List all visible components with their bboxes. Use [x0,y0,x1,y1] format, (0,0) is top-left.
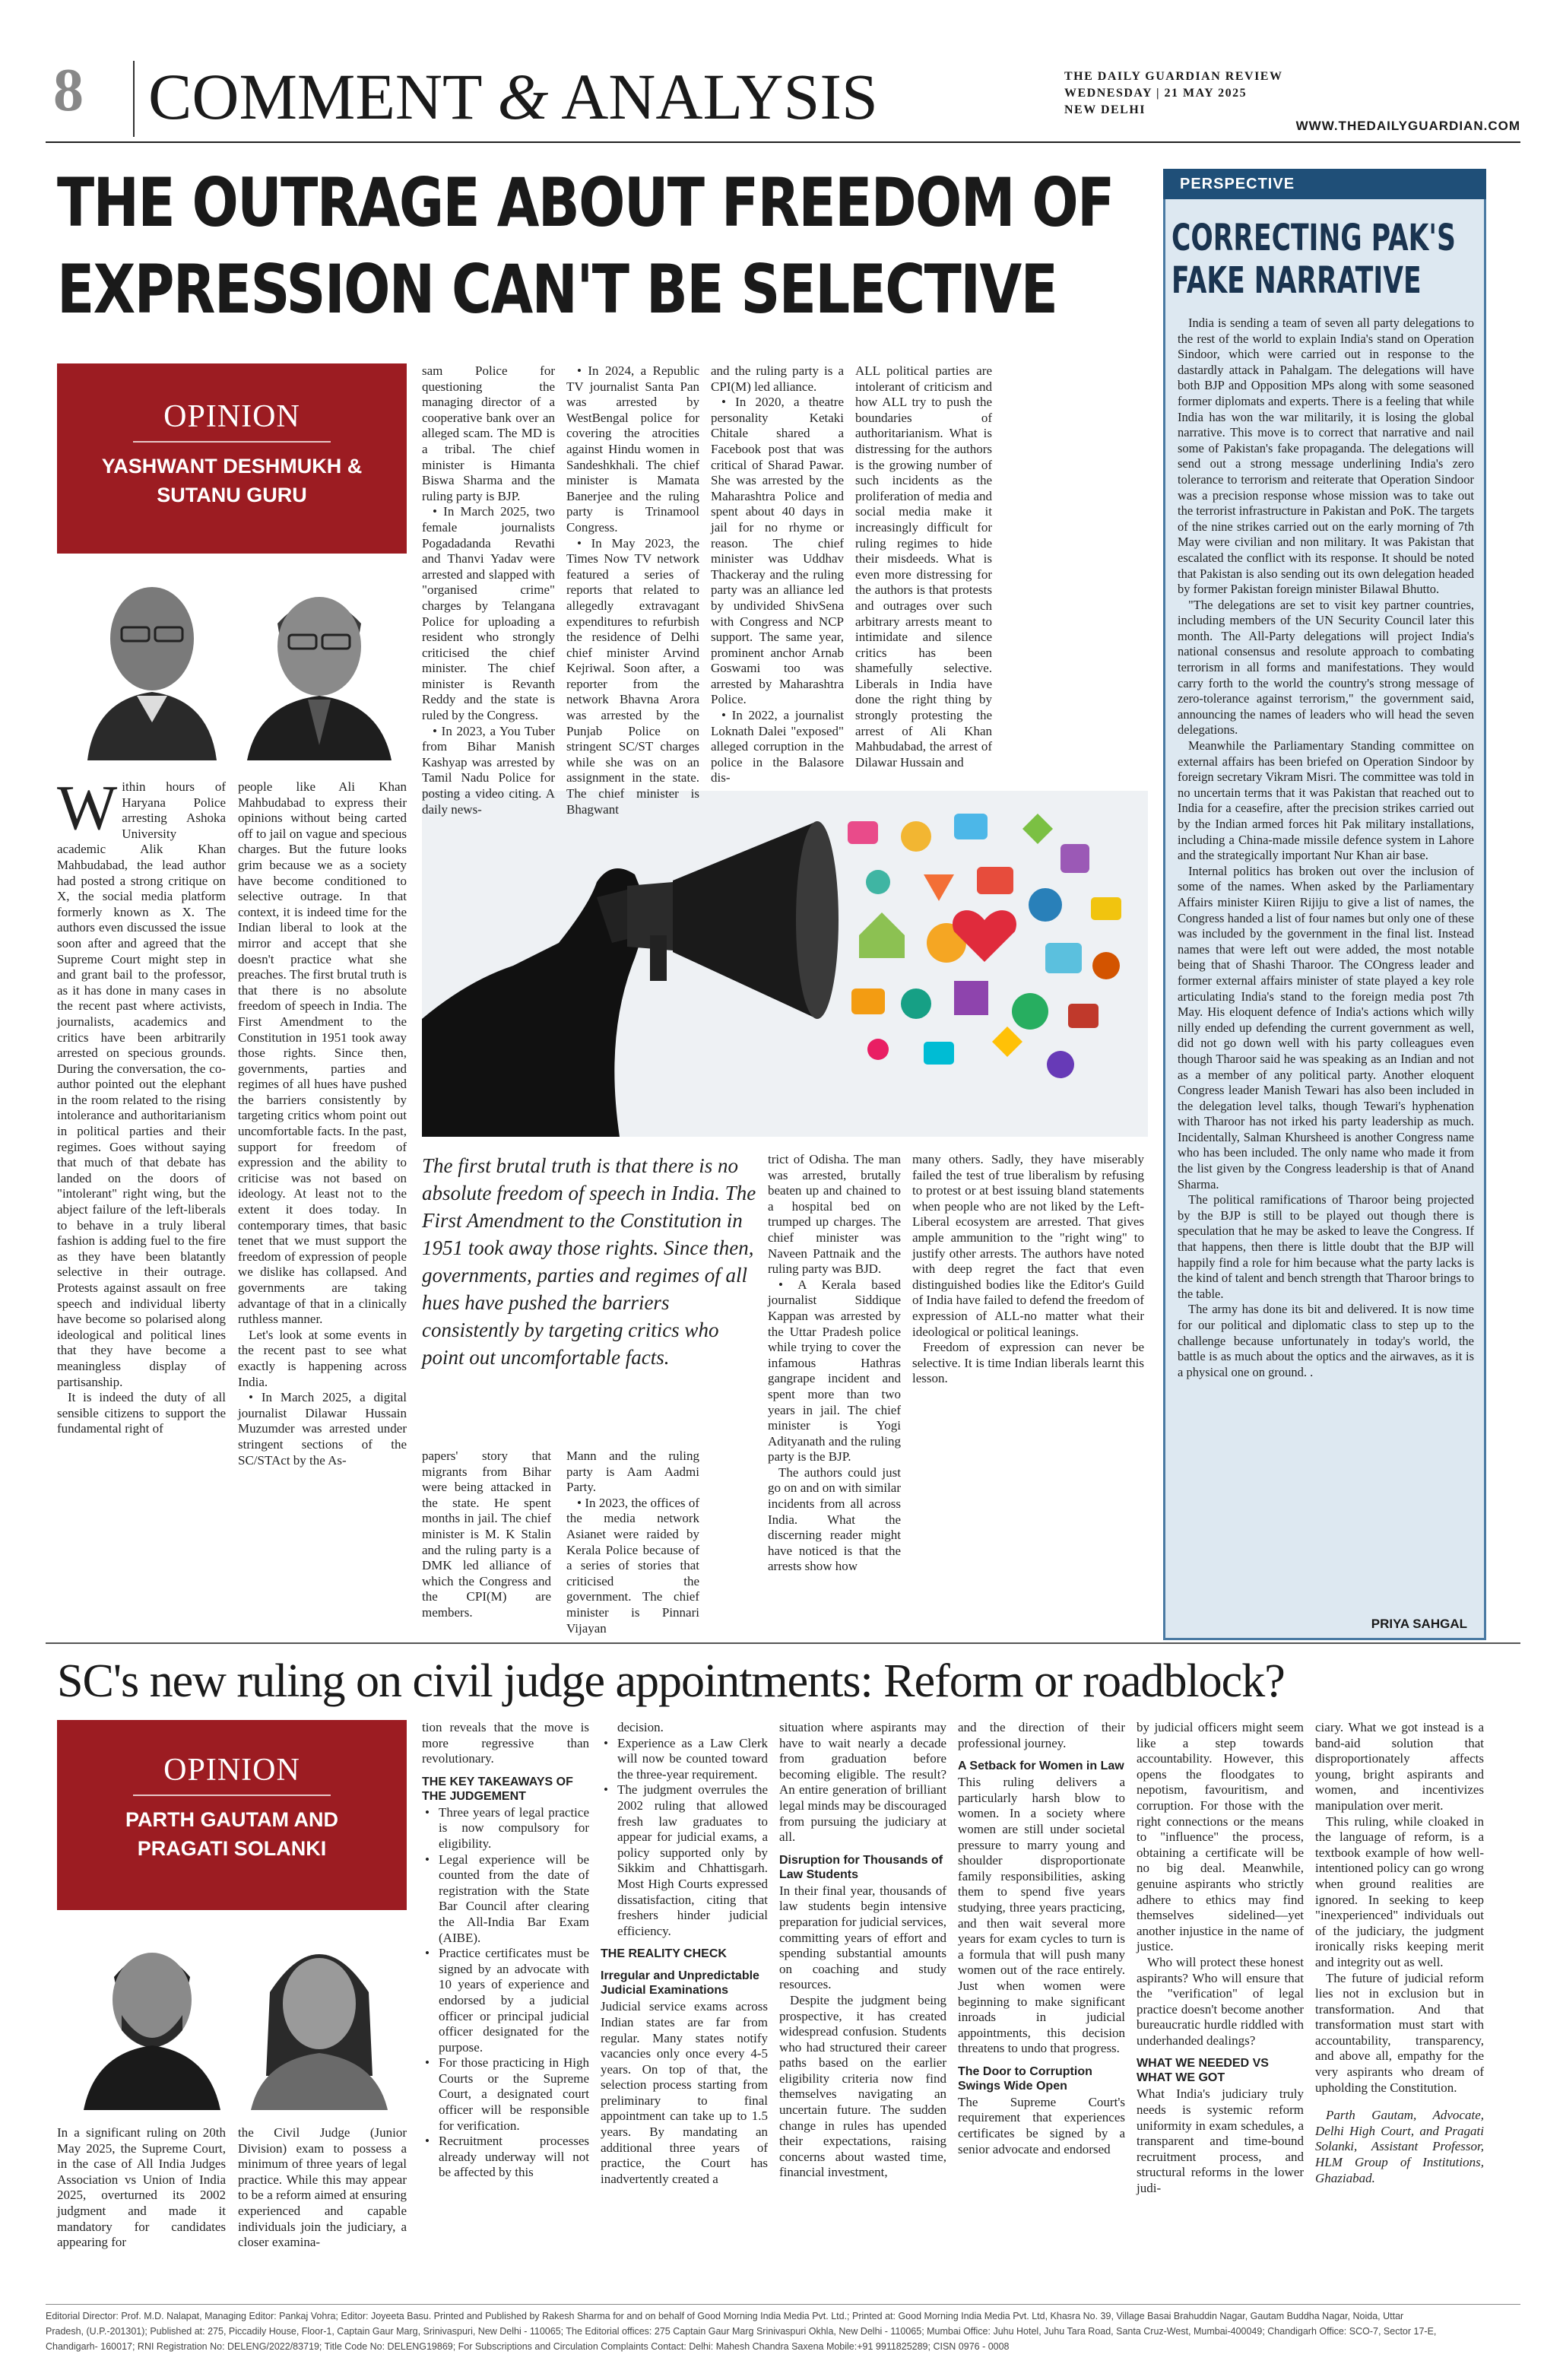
footer-line1: Editorial Director: Prof. M.D. Nalapat, Managing Editor: Pankaj Vohra; Editor: Joyeeta Basu. Printed and Published by Rakesh Sharma for and on behalf of Good Morning India Media Pvt. Ltd.; Printed at: Good Morning India Media Pvt. Ltd, Khasra No. 39, Village Basai Brahuddin Nagar, Gautam Buddha Nagar, Noida, Uttar [46,2311,1404,2321]
story2-col7 [1137,1720,1304,2290]
list-item: • For those practicing in High Courts or the Supreme Court, a designated court officer will be responsible for verification. [422,2055,589,2134]
website: WWW.THEDAILYGUARDIAN.COM [1295,119,1520,133]
story2-col8 [1315,1720,1484,2290]
story1-col5-p-end: The authors could just go on and on with similar incidents from all across India. What the discerning reader might have noticed is that the arrests show how [768,1464,901,1574]
story1-col6-top [855,363,992,778]
story1-col3-b1: • In March 2025, two female journalists Pogadadanda Revathi and Thanvi Yadav were arrested and slapped with "organised crime" charges by Telangana Police for uploading a resident who strongly criticised the chief minister. The chief minister is Revanth Reddy and the state is ruled by the Congress. [422,504,556,723]
opinion-box [57,363,407,554]
megaphone-illustration [422,791,1148,1137]
story1-col5-b2: • In 2022, a journalist Loknath Dalei "exposed" alleged corruption in the police in the Balasore dis- [711,708,844,785]
story1-col4-top [566,363,700,817]
story2-c3-list [422,1805,589,2181]
perspective-p3: Meanwhile the Parliamentary Standing committee on external affairs has been briefed on Operation Sindoor by foreign secretary Vikram Misri. The committee was told in no uncertain terms that it was Pakistan that reached out to India for a ceasefire, after the precision strikes carried out by the Indian armed forces hit Pak military installations, including a China-made missile defence system in Lahore and the strategically important Nur Khan air base. [1178,738,1474,863]
footer-line3: Chandigarh- 160017; RNI Registration No: DELENG/2022/83719; Title Code No: DELENG19869; For Subscriptions and Circulation Complaints Contact: Delhi: Mahesh Chandra Saxena Mobile:+91 9911825289; CISN 0976 - 0008 [46,2341,1010,2352]
story1-col4-b3-text: In 2023, the offices of the media network Asianet were raided by Kerala Police because of a series of stories that criticised the government. The chief minister is Pinnari Vijayan [566,1495,699,1636]
story1-col1 [57,773,226,1540]
story1-col3-top [422,363,556,817]
perspective-byline: PRIYA SAHGAL [1371,1617,1467,1631]
story1-col5-top-text: and the ruling party is a CPI(M) led alliance. [711,363,844,394]
list-item: • Experience as a Law Clerk will now be counted toward the three-year requirement. [601,1736,768,1783]
story1-col3-bottom [422,1449,551,1620]
paper-name: THE DAILY GUARDIAN REVIEW [1064,70,1283,83]
headline [57,160,1114,333]
story1-col1-p2: It is indeed the duty of all sensible citizens to support the fundamental right of [57,1390,226,1436]
story2-c7-p3: What India's judiciary truly needs is systemic reform uniformity in exam schedules, a transparent and time-bound recruitment process, and structural reforms in the lower judi- [1137,2086,1304,2196]
perspective-title [1171,217,1478,302]
perspective-box [1163,169,1486,1640]
story1-col2 [238,779,407,1540]
story2-c2: the Civil Judge (Junior Division) exam to possess a minimum of three years of legal practice. While this may appear to be a reform aimed at ensuring experienced and capable individuals join the judiciary, a closer examina- [238,2125,407,2250]
opinion-label-2: OPINION [163,1753,300,1788]
story1-col2-b1: • In March 2025, a digital journalist Dilawar Hussain Muzumder was arrested under stringent sections of the SC/STAct by the As- [238,1390,407,1468]
story1-col6-top-text: ALL political parties are intolerant of criticism and how ALL try to push the boundaries of authoritarianism. What is distressing for the authors is the growing number of such incidents as the proliferation of media and social media make it increasingly difficult for ruling regimes to hide their misdeeds. What is even more distressing for the authors is that protests and outrages over such arbitrary arrests meant to intimidate and silence critics has been shamefully selective. Liberals in India have done the right thing by strongly protesting the arrest of Ali Khan Mahbudabad, the arrest of Dilawar Hussain and [855,363,992,770]
author-photo-guru [243,570,395,760]
story2-col5 [779,1720,946,2290]
story1-col3-bottom-text: papers' story that migrants from Bihar were being attacked in the state. He spent months in jail. The chief minister is M. K Stalin and the ruling party is a DMK led alliance of which the Congress and the CPI(M) are members. [422,1449,551,1620]
story2-c5-heading: Disruption for Thousands of Law Students [779,1853,943,1881]
pull-quote: The first brutal truth is that there is no absolute freedom of speech in India. The First Amendment to the Constitution in 1951 took away those rights. Since then, governments, parties and regimes of all hues have pushed the barriers consistently by targeting critics who point out uncomfortable facts. [422,1154,756,1369]
story1-col5-b1-text: In 2020, a theatre personality Ketaki Chitale shared a Facebook post that was critical of Sharad Pawar. She was arrested by the Maharashtra Police and spent about 40 days in jail for no rhyme or reason. The chief minister was Uddhav Thackeray and the ruling party was an alliance led by undivided ShivSena with Congress and NCP support. The same year, prominent anchor Arnab Goswami too was arrested by Maharashtra Police. [711,395,845,707]
section-title-part1: COMMENT [148,60,482,133]
story1-col6-bottom2: Freedom of expression can never be selective. It is time Indian liberals learnt this lesson. [912,1340,1144,1386]
footer-rule [46,2304,1520,2305]
story2-c8-p3: The future of judicial reform lies not in exclusion but in transformation. And that transformation must start with accountability, transparency, and above all, empathy for the very aspirants who dream of upholding the Constitution. [1315,1970,1484,2095]
story1-col6-bottom [912,1152,1144,1585]
list-item: • Practice certificates must be signed by an advocate with 10 years of experience and endorsed by a judicial officer or principal judicial officer designated for the purpose. [422,1946,589,2055]
opinion-label: OPINION [163,399,300,434]
list-item: • Recruitment processes already underway will not be affected by this [422,2134,589,2181]
perspective-label: PERSPECTIVE [1163,169,1486,199]
list-item: • The judgment overrules the 2002 ruling that allowed fresh law graduates to appear for judicial exams, a policy supported only by Sikkim and Chhattisgarh. Most High Courts expressed dissatisfaction, citing that freshers hinder judicial efficiency. [601,1782,768,1939]
perspective-p4: Internal politics has broken out over the inclusion of some of the names. When asked by the Parliamentary Affairs minister Kiiren Rijiju to give a list of names, the Congress handed a list of four names but only one of these was included by the government in the final list. Instead names that were left out were added, the most notable being that of Shashi Tharoor. The COngress leader and former external affairs minister of state played a key role articulating India's stand to the foreign media post 7th May. His eloquent defence of India's actions which willy nilly ended up defending the current government as well, did not go down well with his party colleagues even though Tharoor said he was speaking as an Indian and not as a member of any political party. Another eloquent Congress leader Manish Tewari has also been included in the delegation level talks, though Tewari's hyphenation with Tharoor has not irked his party leadership as much. Incidentally, Salman Khursheed is another Congress name who has been included. The only name who made it from the list given by the Congress leadership is that of Anand Sharma. [1178,863,1474,1192]
story1-col4-bottom-text: Mann and the ruling party is Aam Aadmi Party. [566,1449,699,1495]
masthead-divider [133,61,135,137]
author-line2: SUTANU GURU [157,484,307,506]
perspective-p2: "The delegations are set to visit key partner countries, including members of the UN Security Council later this month. The All-Party delegations will project India's national consensus and resolute approach to combating terrorism in all forms and manifestations. They would carry forth to the world the country's strong message of zero-tolerance against terrorism," the government said, announcing the names of leaders who will head the seven delegations. [1178,597,1474,738]
story2-c5-p2: In their final year, thousands of law students begin intensive preparation for judicial services, committing years of effort and spending substantial amounts on coaching and study resources. [779,1883,946,1992]
story1-col1-lead: ithin hours of Haryana Police arresting Ashoka University academic Alik Khan Mahbudabad, the lead author had posted a strong critique on X, the social media platform formerly known as X. The authors even discussed the issue soon after and agreed that the Supreme Court might step in and grant bail to the professor, as it has done in many cases in the recent past where activists, journalists, academics and critics have been arbitrarily arrested on specious grounds. During the conversation, the co-author pointed out the elephant in the room related to the rising intolerance and authoritarianism in political parties and their regimes. Goes without saying that much of that debate has landed on the doors of "intolerant" right wing, but the abject failure of the left-liberals to behave in a truly liberal fashion is adding fuel to the fire as they have been blatantly selective in their outrage. Protests against assault on free speech and individual liberty have become so polarised along ideological and political lines that they have become a meaningless display of partisanship. [57,779,226,1389]
story2-c6-p1: and the direction of their professional journey. [958,1720,1125,1750]
perspective-p1: India is sending a team of seven all party delegations to the rest of the world to explain India's stand on Operation Sindoor, which were carried out in response to the dastardly attack in Pahalgam. The delegations will have both BJP and Opposition MPs along with some seasoned former diplomats and experts. There is a feeling that while India has won the war militarily, it is losing the global narrative. This move is to correct that narrative and nail some of Pakistan's fake propaganda. The delegations will send out a strong message underlining India's zero tolerance to terrorism and reiterate that Operation Sindoor was a precision response whose mission was to take out the terrorist infrastructure in Pakistan and PoK. The targets of the nine strikes carried out on the early morning of 7th May were civilian and non military. It was Pakistan that escalated the conflict with its response. It should be noted that Pakistan is also sending out its own delegation headed by former Pakistan foreign minister Bilawal Bhutto. [1178,316,1474,597]
story2-c7-p2: Who will protect these honest aspirants? Who will ensure that the "verification" of legal practice doesn't become another bureaucratic hurdle riddled with underhanded dealings? [1137,1954,1304,2048]
story1-col2-p1: people like Ali Khan Mahbudabad to express their opinions without being carted off to jail on vague and specious charges. But the future looks grim because we as a society have become conditioned to selective outrage. In that context, it is indeed time for the Indian liberal to look at the mirror and accept that she doesn't practice what she preaches. The first brutal truth is that there is no absolute freedom of speech in India. The First Amendment to the Constitution in 1951 took away those rights. Since then, governments, parties and regimes of all hues have pushed the barriers consistently by targeting critics whom point out uncomfortable facts. In the past, support for freedom of expression and the ability to criticise was not based on ideology. At least not to the extent it does today. In contemporary times, that basic tenet that we must support the freedom of expression of people we dislike has collapsed. And governments are taking advantage of that in a clinically ruthless manner. [238,779,407,1327]
headline-line2: EXPRESSION CAN'T BE SELECTIVE [57,250,1057,328]
story2-c6-heading2: The Door to Corruption Swings Wide Open [958,2064,1092,2093]
story2-c5-p1: situation where aspirants may have to wait nearly a decade from graduation before becoming eligible. The result? An entire generation of brilliant legal minds may be discouraged from pursuing the judiciary at all. [779,1720,946,1845]
story1-col4-bottom [566,1449,699,1636]
author-line1: YASHWANT DESHMUKH & [101,455,363,478]
author-photo-deshmukh [80,570,224,760]
story2-c6-p2: This ruling delivers a particularly harsh blow to women. In a society where women are still under societal pressure to marry young and shoulder disproportionate family responsibilities, asking them to spend five years studying, three years practicing, and then wait several more years for exam cycles to turn is a formula that will push many women out of the race entirely. Just when women were beginning to make significant inroads in judicial appointments, this decision threatens to undo that progress. [958,1775,1125,2056]
story1-col5-top [711,363,845,785]
story2-c4-heading: THE REALITY CHECK [601,1947,727,1961]
author-photo-gautam [80,1924,224,2110]
story2-c4-p: Judicial service exams across Indian states are far from regular. Many states notify vacancies only once every 4-5 years. On top of that, the selection process starting from preliminary to final appointment can take up to 1.5 years. By mandating an additional three years of practice, the Court has inadvertently created a [601,1999,768,2186]
opinion-box-2 [57,1720,407,1910]
story1-col4-b2-text: In May 2023, the Times Now TV network featured a series of reports that related to allegedly extravagant expenditures to refurbish the residence of Delhi chief minister Arvind Kejriwal. Soon after, a reporter from the network Bhavna Arora was arrested by the Punjab Police on stringent SC/ST charges while she was on an assignment in the state. The chief minister is Bhagwant [566,535,700,817]
headline-line1: THE OUTRAGE ABOUT FREEDOM OF [57,163,1114,242]
section-title [148,62,878,131]
list-item: • Legal experience will be counted from the date of registration with the State Bar Council after clearing the All-India Bar Exam (AIBE). [422,1852,589,1947]
story2-c3-top: tion reveals that the move is more regressive than revolutionary. [422,1720,589,1766]
story2-c8-p1: ciary. What we got instead is a band-aid solution that disproportionately affects young, bright aspirants and women, and incentivizes manipulation over merit. [1315,1720,1484,1813]
story2-c7-p1: by judicial officers might seem like a step towards accountability. However, this opens the floodgates to nepotism, favouritism, and corruption. For those with the right connections or the means to "influence" the process, obtaining a certificate will be no big deal. Meanwhile, genuine aspirants who strictly adhere to ethics may find themselves sidelined—yet another injustice in the name of justice. [1137,1720,1304,1954]
perspective-title-line1: CORRECTING PAK'S [1171,217,1456,259]
story2-col3 [422,1720,589,2290]
date-line: WEDNESDAY | 21 MAY 2025 [1064,87,1248,100]
story1-col5-bottom [768,1152,901,1585]
story2-col1 [57,2125,226,2293]
author-photos [57,563,407,768]
story2-c4-top: decision. [617,1720,664,1734]
story1-col4-b2: • In May 2023, the Times Now TV network featured a series of reports that related to allegedly extravagant expenditures to refurbish the residence of Delhi chief minister Arvind Kejriwal. Soon after, a reporter from the network Bhavna Arora was arrested by the Punjab Police on stringent SC/ST charges while she was on an assignment in the state. The chief minister is Bhagwant [566,535,700,817]
story1-col3-b2: • In 2023, a You Tuber from Bihar Manish Kashyap was arrested by Tamil Nadu Police for posting a video citing. A daily news- [422,723,556,817]
section-ampersand: & [497,60,549,133]
footer-line2: Pradesh, (U.P.-201301); Published at: 275, Piccadily House, Floor-1, Captain Gaur Marg, Srinivaspuri, New Delhi - 110065; The Editorial offices: 275 Captain Gaur Marg Srinivaspuri Okhla, New Delhi - 110065; Mumbai Office: Juhu Hotel, Juhu Tara Road, Santa Cruz-West, Mumbai-400049; Chandigarh Office: SCO-7, Sector 17-E, [46,2326,1437,2337]
story1-col3-b2-text: In 2023, a You Tuber from Bihar Manish Kashyap was arrested by Tamil Nadu Police for posting a video citing. A daily news- [422,723,556,817]
story1-col5-b3: • A Kerala based journalist Siddique Kappan was arrested by the Uttar Pradesh police while trying to cover the infamous Hathras gangrape incident and spent more than two years in jail. The chief minister is Yogi Adityanath and the ruling party is the BJP. [768,1277,902,1464]
perspective-body [1178,316,1474,1616]
story1-col4-b1: • In 2024, a Republic TV journalist Santa Pan was arrested by WestBengal police for covering the atrocities against Hindu women in Sandeshkhali. The chief minister is Mamata Banerjee and the ruling party is Trinamool Congress. [566,363,700,535]
story1-col5-b1: • In 2020, a theatre personality Ketaki Chitale shared a Facebook post that was critical of Sharad Pawar. She was arrested by the Maharashtra Police and spent about 40 days in jail for no rhyme or reason. The chief minister was Uddhav Thackeray and the ruling party was an alliance led by undivided ShivSena with Congress and NCP support. The same year, prominent anchor Arnab Goswami too was arrested by Maharashtra Police. [711,395,845,707]
story1-col3-top-text: sam Police for questioning the managing director of a cooperative bank over an alleged scam. The MD is a tribal. The chief minister is Himanta Biswa Sharma and the ruling party is BJP. [422,363,555,503]
story2-c7-heading: WHAT WE NEEDED VS WHAT WE GOT [1137,2057,1269,2085]
story2-c4-list [601,1736,768,1940]
story2-c6-p3: The Supreme Court's requirement that experiences certificates be signed by a senior advocate and endorsed [958,2094,1125,2156]
story2-headline: SC's new ruling on civil judge appointments: Reform or roadblock? [57,1655,1285,1707]
story1-col5-b2-text: In 2022, a journalist Loknath Dalei "exposed" alleged corruption in the police in the Balasore dis- [711,708,844,785]
dropcap: W [57,773,118,843]
story2-c3-heading: THE KEY TAKEAWAYS OF THE JUDGEMENT [422,1775,573,1803]
section-title-part2: ANALYSIS [561,60,878,133]
list-item: • Three years of legal practice is now compulsory for eligibility. [422,1805,589,1852]
story2-c1: In a significant ruling on 20th May 2025, the Supreme Court, in the case of All India Judges Association vs Union of India 2025, overturned its 2002 judgment and made it mandatory for candidates appearing for [57,2125,226,2250]
story2-c6-heading: A Setback for Women in Law [958,1760,1124,1773]
story1-col5-bottom-text: trict of Odisha. The man was arrested, brutally beaten up and chained to a hospital bed on trumped up charges. The chief minister was Naveen Pattnaik and the ruling party was BJD. [768,1152,901,1277]
story1-col4-b3: • In 2023, the offices of the media network Asianet were raided by Kerala Police because of a series of stories that criticised the government. The chief minister is Pinnari Vijayan [566,1495,699,1636]
story2-c8-p2: This ruling, while cloaked in the language of reform, is a textbook example of how well-intentioned policy can go wrong when ground realities are ignored. In seeking to keep "inexperienced" individuals out of the judiciary, the judgment ironically risks keeping merit and integrity out as well. [1315,1814,1484,1969]
masthead-rule [46,141,1520,143]
section-divider [46,1642,1520,1644]
story2-col2 [238,2125,407,2293]
author-photos-2 [57,1920,407,2114]
masthead [46,46,1520,144]
story1-col4-b1-text: In 2024, a Republic TV journalist Santa Pan was arrested by WestBengal police for covering the atrocities against Hindu women in Sandeshkhali. The chief minister is Mamata Banerjee and the ruling party is Trinamool Congress. [566,363,700,535]
story1-col2-b1-text: In March 2025, a digital journalist Dilawar Hussain Muzumder was arrested under stringent sections of the SC/STAct by the As- [238,1390,407,1468]
story2-c5-p3: Despite the judgment being prospective, it has created widespread confusion. Students who had structured their career paths based on the earlier eligibility criteria now find themselves navigating an uncertain future. The sudden change in rules has upended their expectations, raising concerns about wasted time, financial investment, [779,1992,946,2180]
perspective-p5: The political ramifications of Tharoor being projected by the BJP is still to be played out though there is speculation that he may be asked to leave the Congress. If that happens, then there is little doubt that the BJP will happily find a role for him because what the party lacks is the kind of talent and bench strength that Tharoor brings to the table. [1178,1192,1474,1301]
opinion-rule [133,441,331,443]
perspective-p6: The army has done its bit and delivered. It is now time for our political and diplomatic class to step up to the challenge because unfortunately in today's world, the battle is as much about the optics and the airwaves, as it is a physical one on ground. . [1178,1302,1474,1379]
author-photo-solanki [243,1924,395,2110]
opinion-rule-2 [133,1795,331,1796]
paper-info [1064,68,1282,119]
story1-col6-bottom1: many others. Sadly, they have miserably failed the test of true liberalism by refusing to protest or at best issuing bland statements when people who are not liked by the Left-Liberal ecosystem are arrested. That gives ample ammunition to the "right wing" to justify other arrests. The authors have noted with deep regret the fact that even distinguished bodies like the Editor's Guild of India have failed to defend the freedom of expression of ALL-no matter what their ideological or political leanings. [912,1152,1144,1339]
author2-line2: PRAGATI SOLANKI [137,1837,327,1860]
page-number: 8 [53,57,84,124]
story1-col3-b1-text: In March 2025, two female journalists Pogadadanda Revathi and Thanvi Yadav were arrested and slapped with "organised crime" charges by Telangana Police for uploading a resident who strongly criticised the chief minister. The chief minister is Revanth Reddy and the state is ruled by the Congress. [422,504,556,723]
story2-signature: Parth Gautam, Advocate, Delhi High Court, and Pragati Solanki, Assistant Professor, HLM Group of Institutions, Ghaziabad. [1315,2108,1484,2185]
story1-col2-p2: Let's look at some events in the recent past to see what exactly is happening across India. [238,1327,407,1389]
author2-line1: PARTH GAUTAM AND [125,1808,338,1831]
footer [46,2309,1520,2354]
story1-col5-b3-text: A Kerala based journalist Siddique Kappan was arrested by the Uttar Pradesh police while trying to cover the infamous Hathras gangrape incident and spent more than two years in jail. The chief minister is Yogi Adityanath and the ruling party is the BJP. [768,1277,902,1464]
city: NEW DELHI [1064,103,1146,116]
story2-col4 [601,1720,768,2290]
story2-c4-subheading: Irregular and Unpredictable Judicial Examinations [601,1969,759,1998]
perspective-title-line2: FAKE NARRATIVE [1171,259,1422,302]
story2-col6 [958,1720,1125,2290]
